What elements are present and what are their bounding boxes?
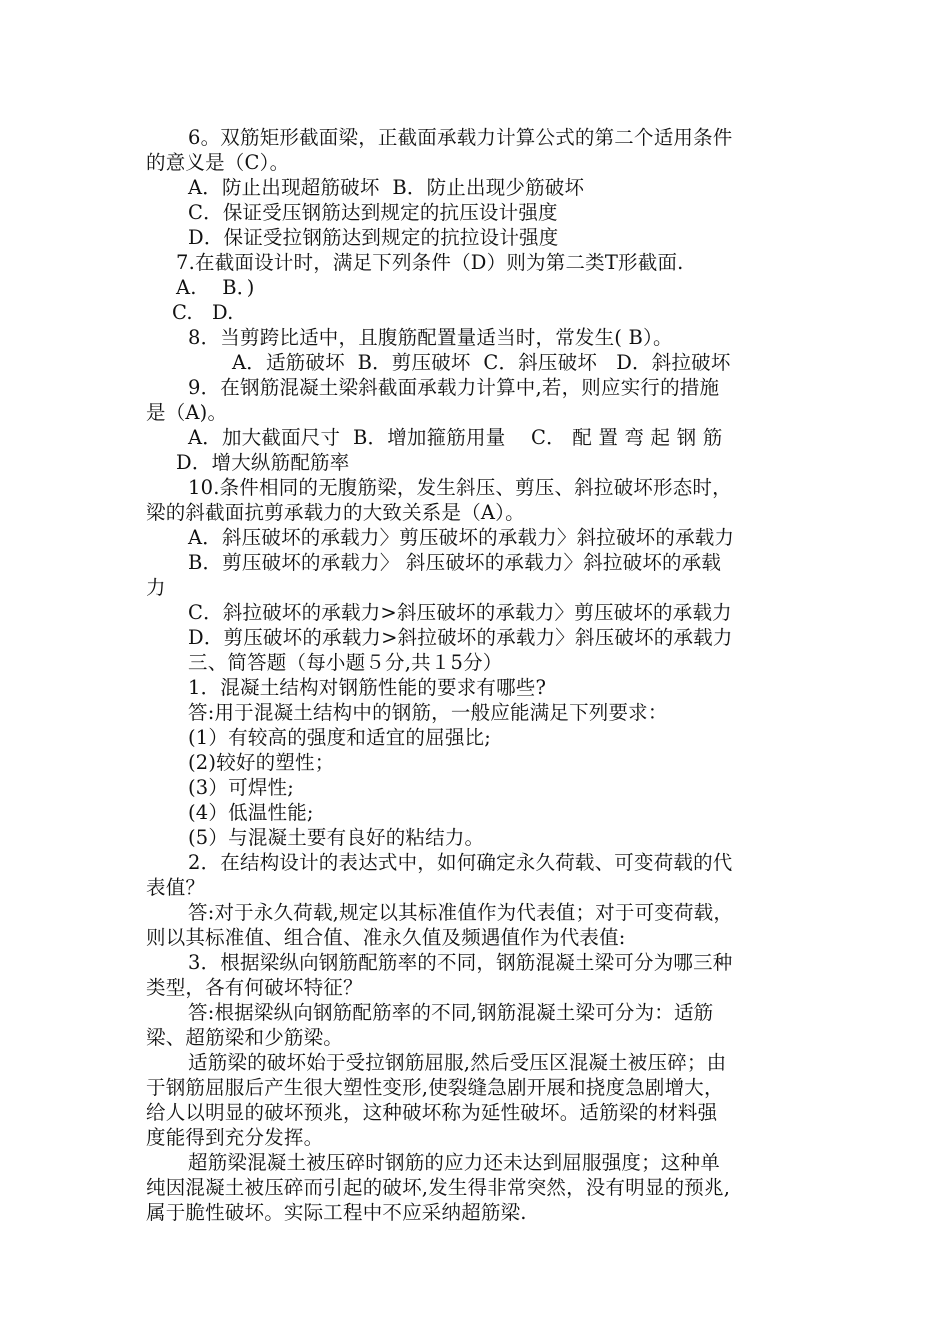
q10-option-d: D．剪压破坏的承载力>斜拉破坏的承载力〉斜压破坏的承载力 <box>188 626 733 649</box>
sa1-point-4: (4）低温性能; <box>188 801 314 824</box>
q9-line-1: 9．在钢筋混凝土梁斜截面承载力计算中,若，则应实行的措施 <box>188 376 720 399</box>
q9-line-2: 是（A)。 <box>146 401 228 424</box>
sa3-para-1-line-3: 给人以明显的破坏预兆，这种破坏称为延性破坏。适筋梁的材料强 <box>146 1101 718 1124</box>
q7-line: 7.在截面设计时，满足下列条件（D）则为第二类T形截面. <box>176 251 684 274</box>
sa2-question-2: 表值？ <box>146 876 206 899</box>
sa1-question: 1．混凝土结构对钢筋性能的要求有哪些? <box>188 676 547 699</box>
sa2-answer-1: 答:对于永久荷载,规定以其标准值作为代表值；对于可变荷载， <box>188 901 734 924</box>
q10-option-b-cont: 力 <box>146 576 166 599</box>
section-heading: 三、简答题（每小题５分,共１5分） <box>188 651 503 674</box>
sa2-question-1: 2．在结构设计的表达式中，如何确定永久荷载、可变荷载的代 <box>188 851 733 874</box>
q10-option-c: C．斜拉破坏的承载力>斜压破坏的承载力〉剪压破坏的承载力 <box>188 601 732 624</box>
q10-line-1: 10.条件相同的无腹筋梁，发生斜压、剪压、斜拉破坏形态时， <box>188 476 732 499</box>
sa1-point-5: (5）与混凝土要有良好的粘结力。 <box>188 826 485 849</box>
q6-option-c: C．保证受压钢筋达到规定的抗压设计强度 <box>188 201 558 224</box>
sa3-question-1: 3．根据梁纵向钢筋配筋率的不同，钢筋混凝土梁可分为哪三种 <box>188 951 733 974</box>
sa1-point-1: (1）有较高的强度和适宜的屈强比; <box>188 726 491 749</box>
q8-line: 8．当剪跨比适中，且腹筋配置量适当时，常发生( B）。 <box>188 326 673 349</box>
sa1-answer-intro: 答:用于混凝土结构中的钢筋，一般应能满足下列要求： <box>188 701 668 724</box>
q7-option-ab: A. B．) <box>176 276 255 299</box>
sa3-answer-2: 梁、超筋梁和少筋梁。 <box>146 1026 344 1049</box>
q10-option-b: B．剪压破坏的承载力〉 斜压破坏的承载力〉斜拉破坏的承载 <box>188 551 722 574</box>
q10-option-a: A．斜压破坏的承载力〉剪压破坏的承载力〉斜拉破坏的承载力 <box>188 526 735 549</box>
sa1-point-3: (3）可焊性; <box>188 776 294 799</box>
q9-option-d: D．增大纵筋配筋率 <box>176 451 350 474</box>
sa3-para-2-line-1: 超筋梁混凝土被压碎时钢筋的应力还未达到屈服强度；这种单 <box>188 1151 720 1174</box>
sa3-para-1-line-2: 于钢筋屈服后产生很大塑性变形,使裂缝急剧开展和挠度急剧增大， <box>146 1076 724 1099</box>
sa3-answer-1: 答:根据梁纵向钢筋配筋率的不同,钢筋混凝土梁可分为：适筋 <box>188 1001 714 1024</box>
sa3-para-1-line-4: 度能得到充分发挥。 <box>146 1126 324 1149</box>
q6-line-1: 6。双筋矩形截面梁，正截面承载力计算公式的第二个适用条件 <box>188 126 733 149</box>
sa3-para-2-line-3: 属于脆性破坏。实际工程中不应采纳超筋梁. <box>146 1201 527 1224</box>
q6-line-2: 的意义是（C）。 <box>146 151 290 174</box>
sa3-para-2-line-2: 纯因混凝土被压碎而引起的破坏,发生得非常突然，没有明显的预兆, <box>146 1176 731 1199</box>
q6-option-d: D．保证受拉钢筋达到规定的抗拉设计强度 <box>188 226 559 249</box>
q10-line-2: 梁的斜截面抗剪承载力的大致关系是（A）。 <box>146 501 525 524</box>
sa3-question-2: 类型，各有何破坏特征？ <box>146 976 363 999</box>
q7-option-cd: C. D. <box>172 301 234 324</box>
sa3-para-1-line-1: 适筋梁的破坏始于受拉钢筋屈服,然后受压区混凝土被压碎；由 <box>188 1051 727 1074</box>
sa2-answer-2: 则以其标准值、组合值、准永久值及频遇值作为代表值: <box>146 926 626 949</box>
q9-options-abc: A．加大截面尺寸 B．增加箍筋用量 C． 配 置 弯 起 钢 筋 <box>188 426 723 449</box>
q6-option-ab: A．防止出现超筋破坏 B．防止出现少筋破坏 <box>188 176 585 199</box>
q8-options: A．适筋破坏 B．剪压破坏 C．斜压破坏 D．斜拉破坏 <box>232 351 731 374</box>
sa1-point-2: (2)较好的塑性； <box>188 751 335 774</box>
